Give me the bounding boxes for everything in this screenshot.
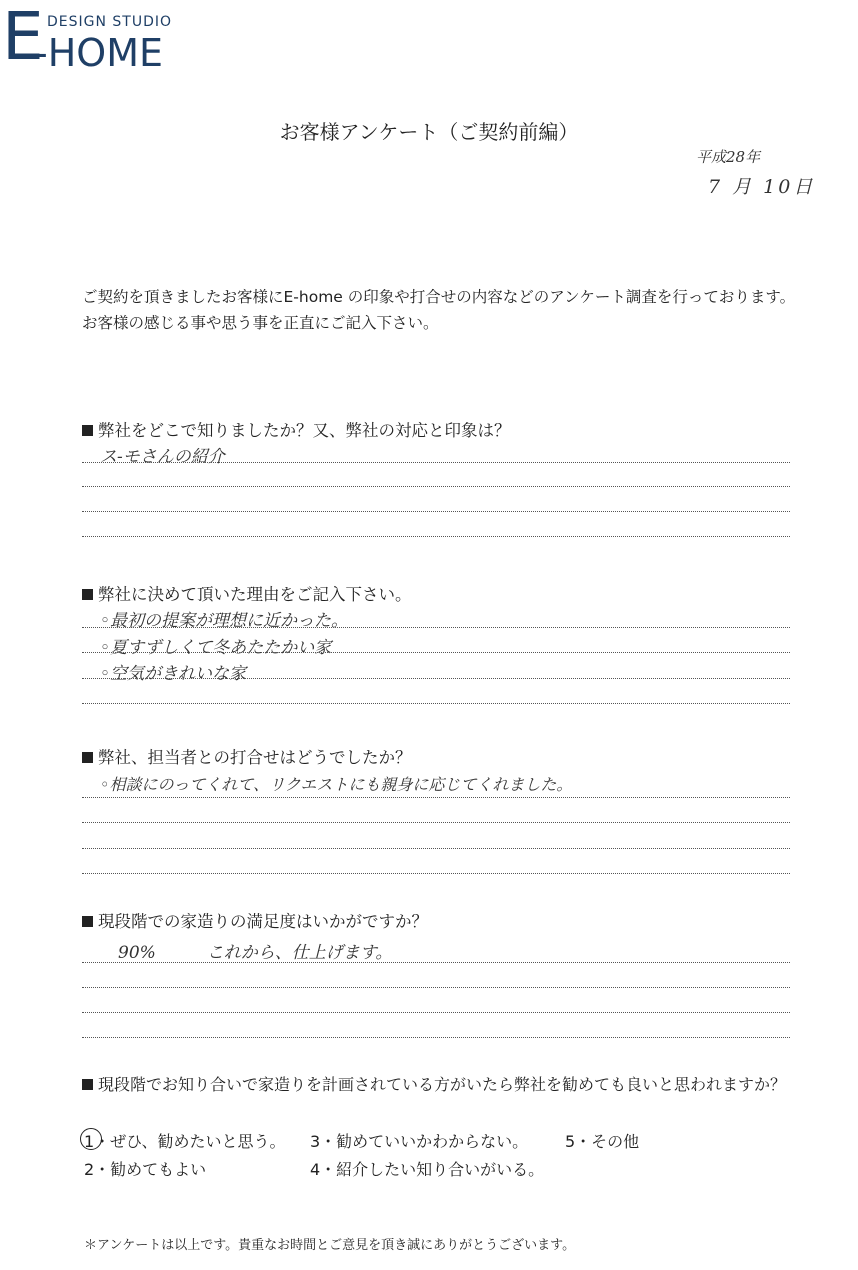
answer-line <box>82 627 790 628</box>
answer-line <box>82 962 790 963</box>
answer-line <box>82 873 790 874</box>
option-1: 1・ぜひ、勧めたいと思う。 <box>84 1132 286 1151</box>
answer-line <box>82 848 790 849</box>
question-1-label: 弊社をどこで知りましたか？又、弊社の対応と印象は？ <box>82 417 511 441</box>
question-3-answer-1: ◦相談にのってくれて、リクエストにも親身に応じてくれました。 <box>100 775 573 794</box>
question-2-answer-2: ◦夏すずしくて冬あたたかい家 <box>100 638 332 658</box>
logo-name: -HOME <box>34 31 163 75</box>
logo-letter-e: E <box>2 0 42 75</box>
answer-line <box>82 511 790 512</box>
page-title: お客様アンケート（ご契約前編） <box>279 120 579 144</box>
answer-line <box>82 652 790 653</box>
footer-note: ＊アンケートは以上です。貴重なお時間とご意見を頂き誠にありがとうございます。 <box>84 1238 576 1253</box>
question-4-answer-1: 90% これから、仕上げます。 <box>118 943 393 963</box>
answer-line <box>82 1037 790 1038</box>
question-2-answer-3: ◦空気がきれいな家 <box>100 664 247 684</box>
intro-line-2: お客様の感じる事や思う事を正直にご記入下さい。 <box>82 314 439 332</box>
intro-text <box>82 284 795 336</box>
intro-line-1: ご契約を頂きましたお客様にE-home の印象や打合せの内容などのアンケート調査を行っております。 <box>82 288 796 306</box>
answer-line <box>82 822 790 823</box>
answer-line <box>82 987 790 988</box>
question-3-label: 弊社、担当者との打合せはどうでしたか？ <box>82 744 412 768</box>
question-4-label: 現段階での家造りの満足度はいかがですか？ <box>82 908 428 932</box>
answer-line <box>82 1012 790 1013</box>
option-4: 4・紹介したい知り合いがいる。 <box>310 1160 545 1179</box>
answer-line <box>82 797 790 798</box>
question-5-label: 現段階でお知り合いで家造りを計画されている方がいたら弊社を勧めても良いと思われますか？ <box>82 1072 786 1095</box>
question-1-answer-1: ス-モさんの紹介 <box>100 447 225 467</box>
answer-line <box>82 462 790 463</box>
question-2-label: 弊社に決めて頂いた理由をご記入下さい。 <box>82 581 412 605</box>
option-5: 5・その他 <box>565 1132 640 1151</box>
answer-line <box>82 703 790 704</box>
logo-subtitle: DESIGN STUDIO <box>47 14 173 30</box>
date-day: 7 月 10日 <box>708 176 816 198</box>
answer-line <box>82 678 790 679</box>
answer-line <box>82 536 790 537</box>
question-2-answer-1: ◦最初の提案が理想に近かった。 <box>100 611 349 631</box>
option-2: 2・勧めてもよい <box>84 1160 207 1179</box>
answer-line <box>82 486 790 487</box>
date-era: 平成28年 <box>696 148 761 166</box>
option-3: 3・勧めていいかわからない。 <box>310 1132 529 1151</box>
